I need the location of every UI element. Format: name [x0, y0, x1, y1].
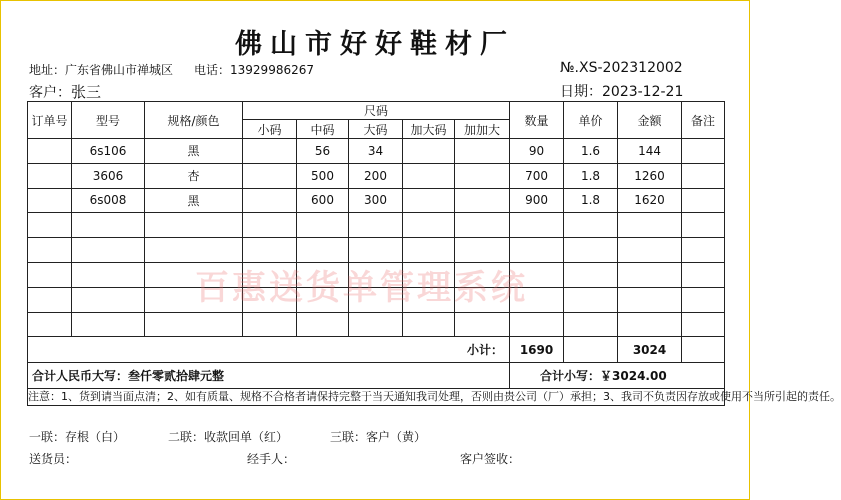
header-row	[28, 102, 725, 120]
cell-amount	[618, 238, 682, 263]
cell-model	[72, 213, 145, 238]
watermark-text: 百惠送货单管理系统	[195, 268, 528, 308]
cell-amount	[618, 287, 682, 312]
cell-model: 6s106	[72, 139, 145, 164]
cell-xl	[403, 139, 455, 164]
cell-model	[72, 262, 145, 287]
cell-spec: 黑	[145, 188, 243, 213]
col-quantity: 数量	[510, 102, 564, 139]
address-value: 广东省佛山市禅城区	[65, 63, 174, 77]
delivery-table	[27, 101, 841, 406]
rmb-lower	[510, 363, 725, 389]
customer-sign-label: 客户签收：	[460, 452, 521, 466]
cell-xxl	[455, 238, 510, 263]
table-row	[28, 139, 725, 164]
cell-qty: 90	[510, 139, 564, 164]
cell-xl	[403, 312, 455, 337]
cell-price	[564, 238, 618, 263]
cell-xxl	[455, 213, 510, 238]
cell-price	[564, 262, 618, 287]
cell-price	[564, 312, 618, 337]
cell-remark	[682, 238, 725, 263]
cell-xxl	[455, 188, 510, 213]
col-size-xl: 加大码	[403, 120, 455, 139]
rmb-upper-value: 叁仟零贰拾肆元整	[128, 369, 225, 384]
cell-order-no	[28, 287, 72, 312]
cell-amount: 144	[618, 139, 682, 164]
address-line	[29, 61, 173, 78]
cell-xxl	[455, 139, 510, 164]
cell-remark	[682, 139, 725, 164]
table-row	[28, 163, 725, 188]
note-row	[28, 389, 725, 406]
col-size: 尺码	[243, 102, 510, 120]
cell-large: 34	[349, 139, 403, 164]
cell-small	[243, 188, 297, 213]
table-row	[28, 188, 725, 213]
rmb-upper	[28, 363, 510, 389]
cell-medium	[297, 213, 349, 238]
col-amount: 金额	[618, 102, 682, 139]
cell-small	[243, 238, 297, 263]
cell-medium: 600	[297, 188, 349, 213]
cell-small	[243, 139, 297, 164]
cell-remark	[682, 188, 725, 213]
cell-remark	[682, 163, 725, 188]
rmb-lower-value: ￥3024.00	[600, 369, 667, 384]
cell-xxl	[455, 163, 510, 188]
phone-label: 电话：	[194, 63, 231, 77]
cell-model: 6s008	[72, 188, 145, 213]
cell-amount: 1620	[618, 188, 682, 213]
cell-spec	[145, 312, 243, 337]
amount-row	[28, 363, 725, 389]
cell-model	[72, 312, 145, 337]
subtotal-label: 小计：	[28, 337, 510, 363]
deliverer-label: 送货员：	[29, 452, 78, 466]
cell-price: 1.6	[564, 139, 618, 164]
customer-line	[29, 81, 101, 102]
col-order-no: 订单号	[28, 102, 72, 139]
cell-order-no	[28, 238, 72, 263]
cell-qty: 900	[510, 188, 564, 213]
rmb-upper-label: 合计人民币大写：	[32, 369, 129, 384]
cell-medium	[297, 238, 349, 263]
subtotal-qty: 1690	[510, 337, 564, 363]
col-size-medium: 中码	[297, 120, 349, 139]
cell-price	[564, 287, 618, 312]
cell-order-no	[28, 312, 72, 337]
col-size-xxl: 加加大	[455, 120, 510, 139]
copy-3: 三联：客户（黄）	[330, 430, 427, 444]
cell-xl	[403, 213, 455, 238]
cell-order-no	[28, 139, 72, 164]
cell-xl	[403, 163, 455, 188]
cell-qty	[510, 312, 564, 337]
cell-price	[564, 213, 618, 238]
col-model: 型号	[72, 102, 145, 139]
cell-model	[72, 238, 145, 263]
cell-xl	[403, 238, 455, 263]
cell-spec: 黑	[145, 139, 243, 164]
subtotal-row	[28, 337, 725, 363]
cell-large	[349, 213, 403, 238]
handler-label: 经手人：	[247, 452, 296, 466]
cell-spec	[145, 238, 243, 263]
cell-remark	[682, 287, 725, 312]
cell-medium: 56	[297, 139, 349, 164]
col-unit-price: 单价	[564, 102, 618, 139]
cell-large	[349, 238, 403, 263]
subtotal-remark-empty	[682, 337, 725, 363]
table-row	[28, 238, 725, 263]
cell-large: 300	[349, 188, 403, 213]
copy-2: 二联：收款回单（红）	[168, 430, 289, 444]
cell-order-no	[28, 163, 72, 188]
cell-small	[243, 163, 297, 188]
subtotal-amount: 3024	[618, 337, 682, 363]
cell-remark	[682, 213, 725, 238]
cell-order-no	[28, 188, 72, 213]
customer-label: 客户：	[29, 85, 71, 101]
rmb-lower-label: 合计小写：	[540, 369, 601, 384]
table-row	[28, 213, 725, 238]
cell-large	[349, 312, 403, 337]
phone-value: 13929986267	[230, 63, 314, 77]
col-size-small: 小码	[243, 120, 297, 139]
date-value: 2023-12-21	[602, 84, 684, 100]
cell-order-no	[28, 213, 72, 238]
subtotal-price-empty	[564, 337, 618, 363]
document-number: №.XS-202312002	[560, 60, 683, 76]
cell-spec	[145, 213, 243, 238]
col-size-large: 大码	[349, 120, 403, 139]
cell-model: 3606	[72, 163, 145, 188]
cell-spec: 杏	[145, 163, 243, 188]
cell-amount	[618, 312, 682, 337]
col-remark: 备注	[682, 102, 725, 139]
cell-xl	[403, 188, 455, 213]
cell-amount	[618, 262, 682, 287]
cell-model	[72, 287, 145, 312]
cell-remark	[682, 312, 725, 337]
cell-small	[243, 213, 297, 238]
copy-1: 一联：存根（白）	[29, 430, 126, 444]
cell-price: 1.8	[564, 188, 618, 213]
address-label: 地址：	[29, 63, 66, 77]
date-label: 日期：	[560, 84, 602, 100]
cell-small	[243, 312, 297, 337]
cell-amount	[618, 213, 682, 238]
cell-qty: 700	[510, 163, 564, 188]
company-title: 佛山市好好鞋材厂	[235, 29, 515, 60]
cell-large: 200	[349, 163, 403, 188]
cell-amount: 1260	[618, 163, 682, 188]
cell-xxl	[455, 312, 510, 337]
date-line	[560, 81, 683, 101]
table-row	[28, 312, 725, 337]
cell-medium: 500	[297, 163, 349, 188]
cell-qty	[510, 213, 564, 238]
cell-remark	[682, 262, 725, 287]
cell-qty	[510, 238, 564, 263]
note-text: 注意：1、货到请当面点清；2、如有质量、规格不合格者请保持完整于当天通知我司处理，否则由贵公司（厂）承担；3、我司不负责因存放或使用不当所引起的责任。	[28, 389, 725, 406]
customer-name: 张三	[71, 83, 102, 101]
col-spec-color: 规格/颜色	[145, 102, 243, 139]
cell-price: 1.8	[564, 163, 618, 188]
phone-line	[194, 61, 314, 78]
cell-order-no	[28, 262, 72, 287]
cell-medium	[297, 312, 349, 337]
